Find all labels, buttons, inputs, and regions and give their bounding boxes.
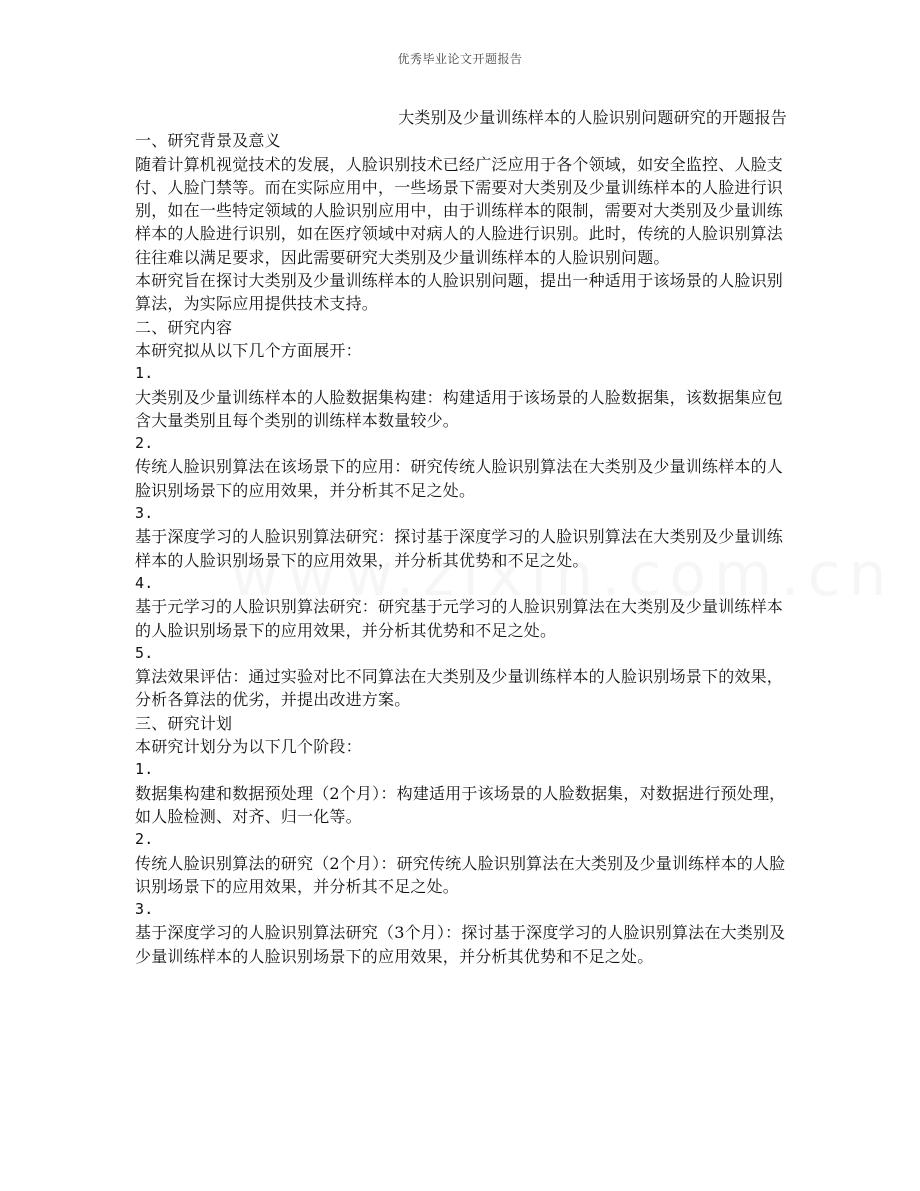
list-number: 2. [135, 830, 154, 849]
paragraph: 传统人脸识别算法在该场景下的应用：研究传统人脸识别算法在大类别及少量训练样本的人脸识别场景下的应用效果，并分析其不足之处。 [135, 457, 784, 500]
document-body [135, 106, 787, 968]
paragraph: 数据集构建和数据预处理（2个月）：构建适用于该场景的人脸数据集，对数据进行预处理，如人脸检测、对齐、归一化等。 [135, 783, 786, 826]
paragraph: 本研究计划分为以下几个阶段： [135, 737, 362, 757]
list-number: 2. [135, 434, 154, 453]
paragraph: 本研究旨在探讨大类别及少量训练样本的人脸识别问题，提出一种适用于该场景的人脸识别算法，为实际应用提供技术支持。 [135, 271, 784, 314]
paragraph: 大类别及少量训练样本的人脸数据集构建：构建适用于该场景的人脸数据集，该数据集应包含大量类别且每个类别的训练样本数量较少。 [135, 387, 784, 430]
paragraph: 基于元学习的人脸识别算法研究：研究基于元学习的人脸识别算法在大类别及少量训练样本的人脸识别场景下的应用效果，并分析其优势和不足之处。 [135, 597, 784, 640]
list-number: 4. [135, 573, 154, 592]
list-number: 3. [135, 504, 154, 523]
list-number: 1. [135, 760, 154, 779]
document-content [135, 129, 787, 968]
list-number: 1. [135, 364, 154, 383]
list-number: 5. [135, 643, 154, 662]
paragraph: 本研究拟从以下几个方面展开： [135, 340, 362, 360]
paragraph: 随着计算机视觉技术的发展，人脸识别技术已经广泛应用于各个领域，如安全监控、人脸支付、人脸门禁等。而在实际应用中，一些场景下需要对大类别及少量训练样本的人脸进行识别，如在一些特定领域的人脸识别应用中，由于训练样本的限制，需要对大类别及少量训练样本的人脸进行识别，如在医疗领域中对病人的人脸进行识别。此时，传统的人脸识别算法往往难以满足要求，因此需要研究大类别及少量训练样本的人脸识别问题。 [135, 154, 784, 267]
paragraph: 二、研究内容 [135, 317, 233, 337]
paragraph: 基于深度学习的人脸识别算法研究：探讨基于深度学习的人脸识别算法在大类别及少量训练样本的人脸识别场景下的应用效果，并分析其优势和不足之处。 [135, 527, 784, 570]
paragraph: 算法效果评估：通过实验对比不同算法在大类别及少量训练样本的人脸识别场景下的效果，分析各算法的优劣，并提出改进方案。 [135, 667, 784, 710]
paragraph: 一、研究背景及意义 [135, 131, 281, 151]
paragraph: 传统人脸识别算法的研究（2个月）：研究传统人脸识别算法在大类别及少量训练样本的人脸识别场景下的应用效果，并分析其不足之处。 [135, 853, 786, 896]
page-header: 优秀毕业论文开题报告 [397, 52, 523, 66]
list-number: 3. [135, 900, 154, 919]
document-title: 大类别及少量训练样本的人脸识别问题研究的开题报告 [398, 108, 787, 127]
paragraph: 基于深度学习的人脸识别算法研究（3个月）：探讨基于深度学习的人脸识别算法在大类别及少量训练样本的人脸识别场景下的应用效果，并分析其优势和不足之处。 [135, 923, 786, 966]
paragraph: 三、研究计划 [135, 713, 233, 733]
